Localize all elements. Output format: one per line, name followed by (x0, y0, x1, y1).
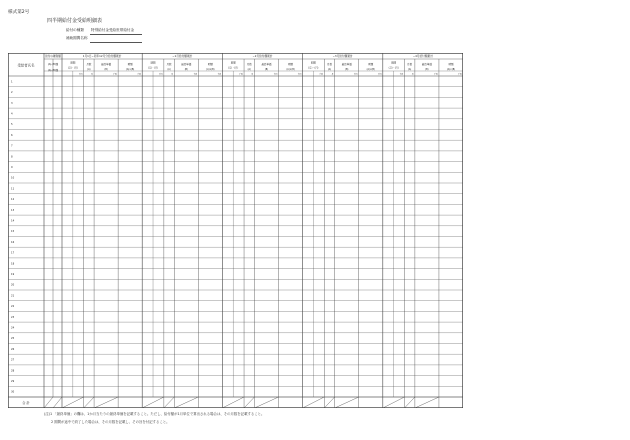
sub-header-code: (A)×(B) (206, 68, 215, 71)
sub-header: 最終単価 (181, 63, 192, 66)
period-underline (90, 42, 142, 43)
unit-label: 月 (90, 74, 93, 77)
sub-header: 月数 (86, 63, 92, 66)
footnote-2: 2 期間が途中で終了した場合は、その月数を記載し、その旨を付記すること。 (51, 419, 170, 424)
total-diagonal (174, 397, 198, 408)
total-diagonal (383, 397, 405, 408)
unit-label: 千円 (457, 74, 462, 77)
sub-header-code: (B) (345, 68, 349, 71)
unit-label: 千円 (297, 74, 302, 77)
lead-sublabel-1: (A)-(B)額 (47, 63, 59, 66)
sub-header: 月数 (407, 63, 413, 66)
sub-header: 期額 (207, 63, 213, 66)
lead-sublabel-2: (A)-(B)額 (47, 69, 59, 72)
period-label: 補助期間名称 (66, 36, 88, 40)
row-number: 16 (11, 240, 15, 244)
total-diagonal (94, 397, 118, 408)
row-number: 25 (11, 337, 15, 341)
row-number: 12 (11, 198, 15, 202)
total-diagonal (222, 397, 244, 408)
row-number: 1 (11, 80, 13, 84)
row-number: 14 (11, 219, 15, 223)
office-label: 給付の種類 (66, 28, 84, 32)
sub-header-period-unit: (月)・(日) (228, 66, 239, 70)
sub-header-period: 期間 (310, 61, 316, 65)
sub-header: 月数 (326, 63, 332, 66)
unit-label: 千円 (193, 74, 198, 77)
sub-header: 月数 (166, 63, 172, 66)
sub-header: 期額 (448, 63, 454, 66)
row-number: 6 (11, 133, 13, 137)
sub-header: 期額 (368, 63, 374, 66)
sub-header-code: (B) (264, 68, 269, 71)
unit-label: 千円 (217, 74, 222, 77)
group-header: ~2月給付額累計 (252, 54, 273, 59)
unit-label: 千円 (136, 74, 141, 77)
row-number: 9 (11, 166, 13, 170)
row-number: 30 (11, 390, 15, 394)
total-diagonal (404, 397, 414, 408)
sub-header: 期額 (127, 63, 133, 66)
footnotes (44, 411, 264, 426)
document-title: 四半期給付金受給明細表 (47, 18, 103, 24)
total-diagonal (244, 397, 254, 408)
total-diagonal (164, 397, 174, 408)
lead-group-header: 給付の種別額 (45, 55, 61, 59)
sub-header-code: (B) (184, 68, 188, 71)
sub-header-code: (A)×(B) (126, 68, 135, 71)
total-diagonal (335, 397, 359, 408)
total-diagonal (324, 397, 334, 408)
sub-header-code: (A) (167, 68, 171, 71)
group-header: 1月1日~同年12月分給付額累計 (82, 54, 122, 59)
total-diagonal (142, 397, 164, 408)
sub-header-period-unit: (月)・(日) (308, 66, 319, 70)
row-number: 8 (11, 155, 13, 159)
sub-header: 月数 (246, 63, 252, 66)
row-number: 11 (11, 187, 15, 191)
total-diagonal (62, 397, 84, 408)
row-number: 18 (11, 262, 15, 266)
form-number: 様式第2号 (8, 10, 30, 15)
row-number: 24 (11, 326, 15, 330)
row-number: 13 (11, 208, 15, 212)
sub-header-period: 期間 (150, 61, 156, 65)
unit-label: 千円 (158, 74, 163, 77)
row-number: 3 (11, 101, 13, 105)
row-number: 15 (11, 230, 15, 234)
unit-label: 月 (331, 74, 334, 77)
row-number: 26 (11, 347, 15, 351)
row-number: 22 (11, 305, 15, 309)
unit-label: 月 (251, 74, 254, 77)
unit-label: 千円 (353, 74, 358, 77)
name-header: 受給者氏名 (17, 63, 35, 68)
office-underline (90, 34, 142, 35)
unit-label: 千円 (319, 74, 324, 77)
row-number: 5 (11, 123, 13, 127)
benefit-table (8, 53, 463, 408)
sub-header-period-unit: (月)・(日) (388, 66, 399, 70)
row-number: 17 (11, 251, 15, 255)
row-number: 27 (11, 358, 15, 362)
unit-label: 千円 (112, 74, 117, 77)
group-header: ~4月給付額累計 (412, 54, 433, 59)
row-number: 2 (11, 91, 13, 95)
unit-label: 千円 (273, 74, 278, 77)
sub-header-code: (A)×(B) (446, 68, 456, 71)
sub-header: 最終単価 (341, 63, 352, 66)
total-label: 合 計 (22, 401, 30, 405)
sub-header: 最終単価 (421, 63, 432, 66)
row-number: 10 (11, 176, 15, 180)
unit-label: 千円 (78, 74, 83, 77)
unit-label: 千円 (238, 74, 243, 77)
sub-header-code: (A)×(B) (366, 68, 375, 71)
sub-header-period-unit: (月)・(日) (148, 66, 159, 70)
sub-header-code: (A) (247, 68, 251, 71)
row-number: 23 (11, 315, 15, 319)
row-number: 4 (11, 112, 13, 116)
row-number: 21 (11, 294, 15, 298)
unit-label: 千円 (399, 74, 404, 77)
total-diagonal (84, 397, 94, 408)
sub-header: 最終単価 (261, 63, 272, 66)
total-diagonal (303, 397, 325, 408)
total-diagonal (53, 397, 62, 408)
sub-header: 期額 (288, 63, 294, 66)
office-value: 特別給付金受給世帯給付金 (91, 28, 135, 32)
row-number: 7 (11, 144, 13, 148)
total-diagonal (254, 397, 278, 408)
sub-header: 最終単価 (101, 63, 112, 66)
group-header: ~3月給付額累計 (332, 54, 353, 59)
sub-header-code: (B) (104, 68, 108, 71)
row-number: 20 (11, 283, 15, 287)
unit-label: 千円 (377, 74, 382, 77)
sub-header-period: 期間 (70, 61, 76, 65)
unit-label: 月 (411, 74, 414, 77)
unit-label: 月 (171, 74, 174, 77)
total-diagonal (415, 397, 439, 408)
sub-header-code: (B) (425, 68, 429, 71)
total-diagonal (44, 397, 53, 408)
sub-header-period: 期間 (391, 61, 397, 65)
sub-header-code: (A) (408, 68, 412, 71)
footnote-1: (注)1 「最終単価」の欄は、1か月当たりの最終単価を記載すること。ただし、給付額が1月単位で算出される場合は、その月数を記載すること。 (44, 412, 265, 416)
sub-header-code: (A) (327, 68, 332, 71)
group-header: ~1月給付額累計 (172, 54, 193, 59)
unit-label: 千円 (433, 74, 438, 77)
row-number: 19 (11, 273, 15, 277)
row-number: 28 (11, 369, 15, 373)
sub-header-period-unit: (月)・(日) (67, 66, 78, 70)
sub-header-period: 期間 (230, 61, 236, 65)
row-number: 29 (11, 380, 15, 384)
table-border (8, 53, 462, 407)
sub-header-code: (A) (87, 68, 91, 71)
sub-header-code: (A)×(B) (286, 68, 295, 71)
